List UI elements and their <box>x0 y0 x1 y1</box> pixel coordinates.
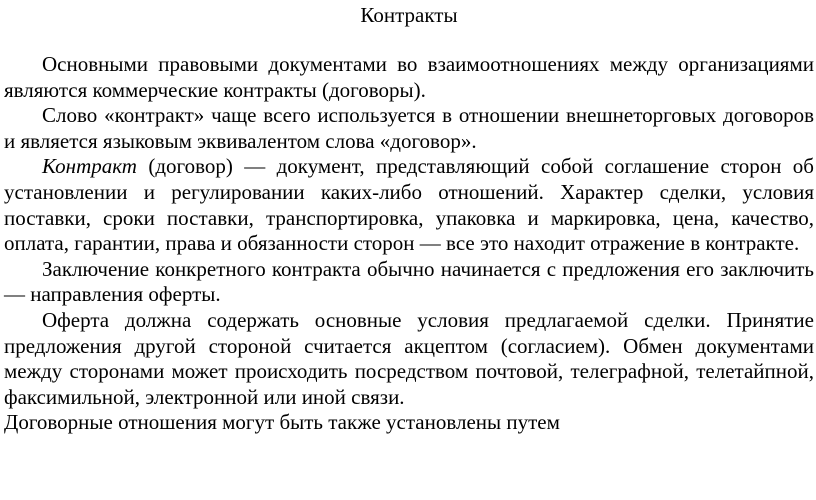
paragraph-contractual-relations: Договорные отношения могут быть также установлены путем <box>4 410 560 435</box>
definition-text: (договор) — документ, представляющий собой соглашение сторон об установлении и регулировании каких-либо отношений. Характер сделки, условия поставки, сроки поставки, транспортировка, упаковка и маркировка, цена, качество, оплата, гарантии, права и обязанности сторон — все это находит отражение в контракте. <box>4 154 814 256</box>
paragraph-contract-word: Слово «контракт» чаще всего используется в отношении внешнеторговых договоров и является языковым эквивалентом слова «договор». <box>4 103 814 153</box>
paragraph-offer-content: Оферта должна содержать основные условия предлагаемой сделки. Принятие предложения другой стороной считается акцептом (согласием). Обмен документами между сторонами может происходить посредством почтовой, телеграфной, телетайпной, факсимильной, электронной или иной связи. <box>4 307 814 409</box>
paragraph-legal-documents: Основными правовыми документами во взаимоотношениях между организациями являются коммерческие контракты (договоры). <box>4 52 814 102</box>
document-title: Контракты <box>360 3 458 27</box>
paragraph-contract-definition <box>4 154 814 256</box>
definition-term: Контракт <box>42 154 137 179</box>
paragraph-offer-direction: Заключение конкретного контракта обычно начинается с предложения его заключить — направления оферты. <box>4 256 814 307</box>
